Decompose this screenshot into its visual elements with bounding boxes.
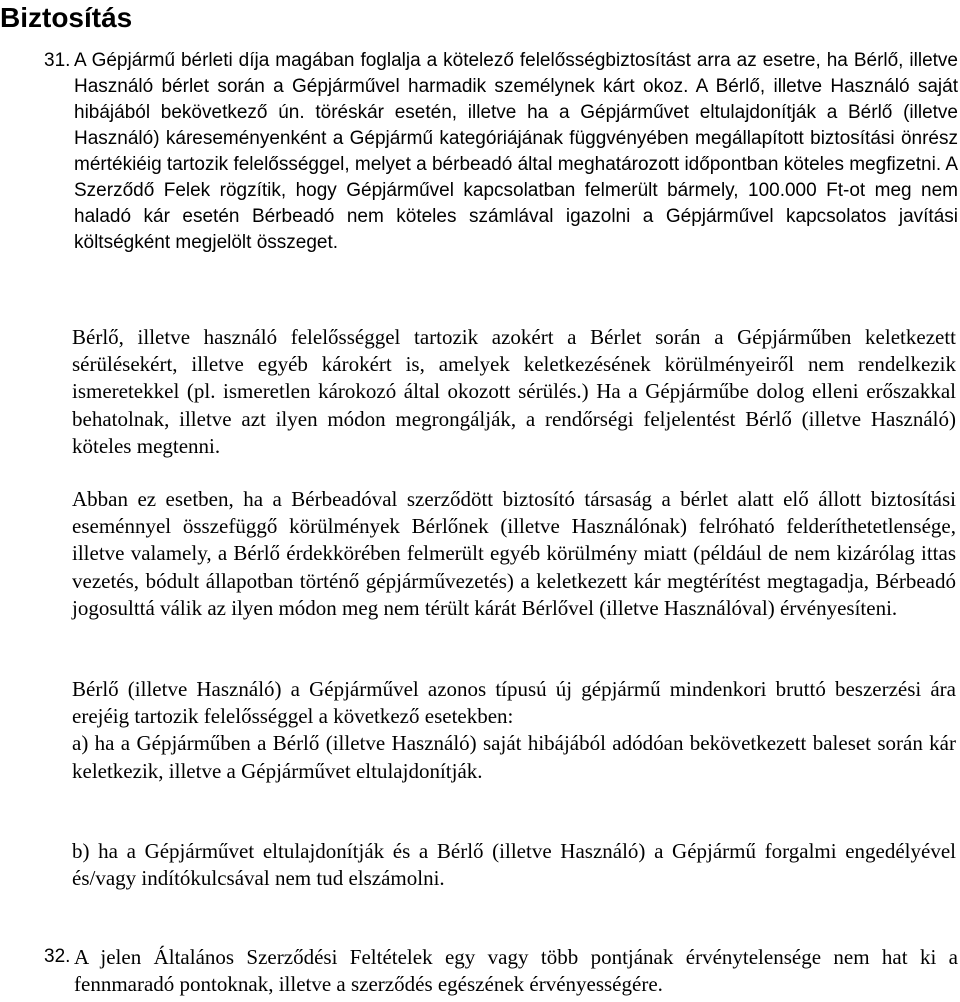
clause-32-number: 32. [44,946,71,967]
section-heading: Biztosítás [0,2,133,33]
clause-31-text: A Gépjármű bérleti díja magában foglalja a kötelező felelősségbiztosítást arra az esetre, ha Bérlő, illetve Használó bérlet során a Gépjárművel harmadik személynek kárt okoz. A Bérlő, illetve Használó saját hibájából bekövetkező ún. töréskár esetén, illetve ha a Gépjárművet eltulajdonítják a Bérlő (illetve Használó) káreseményenként a Gépjármű kategóriájának függvényében megállapított biztosítási önrész mértékiéig tartozik felelősséggel, melyet a bérbeadó által meghatározott időpontban köteles megfizetni. A Szerződő Felek rögzítik, hogy Gépjárművel kapcsolatban felmerült bármely, 100.000 Ft-ot meg nem haladó kár esetén Bérbeadó nem köteles számlával igazolni a Gépjárművel kapcsolatos javítási költségként megjelölt összeget. [74,50,959,253]
paragraph-insurer-refusal: Abban ez esetben, ha a Bérbeadóval szerződött biztosító társaság a bérlet alatt elő állott biztosítási eseménnyel összefüggő körülmények Bérlőnek (illetve Használónak) felróható felderíthetetlensége, illetve valamely, a Bérlő érdekkörében felmerült egyéb körülmény miatt (például de nem kizárólag ittas vezetés, bódult állapotban történő gépjárművezetés) a keletkezett kár megtérítést megtagadja, Bérbeadó jogosulttá válik az ilyen módon meg nem térült kárát Bérlővel (illetve Használóval) érvényesíteni. [72,487,956,620]
paragraph-full-liability [72,676,956,785]
clause-31-number: 31. [44,50,71,71]
case-a: a) ha a Gépjárműben a Bérlő (illetve Használó) saját hibájából adódóan bekövetkezett baleset során kár keletkezik, illetve a Gépjárművet eltulajdonítják. [72,731,956,783]
paragraph-full-liability-intro: Bérlő (illetve Használó) a Gépjárművel azonos típusú új gépjármű mindenkori bruttó beszerzési ára erejéig tartozik felelősséggel a következő esetekben: [72,677,956,729]
clause-31 [44,48,958,256]
case-b: b) ha a Gépjárművet eltulajdonítják és a Bérlő (illetve Használó) a Gépjármű forgalmi engedélyével és/vagy indítókulcsával nem tud elszámolni. [72,839,956,891]
paragraph-liability-damages: Bérlő, illetve használó felelősséggel tartozik azokért a Bérlet során a Gépjárműben keletkezett sérülésekért, illetve egyéb károkért is, amelyek keletkezésének körülményeiről nem rendelkezik ismeretekkel (pl. ismeretlen károkozó által okozott sérülés.) Ha a Gépjárműbe dolog elleni erőszakkal behatolnak, illetve azt ilyen módon megrongálják, a rendőrségi feljelentést Bérlő (illetve Használó) köteles megtenni. [72,325,956,458]
clause-32-text: A jelen Általános Szerződési Feltételek egy vagy több pontjának érvénytelensége nem hat ki a fennmaradó pontoknak, illetve a szerződés egészének érvényességére. [74,945,958,997]
clause-32 [44,944,958,998]
